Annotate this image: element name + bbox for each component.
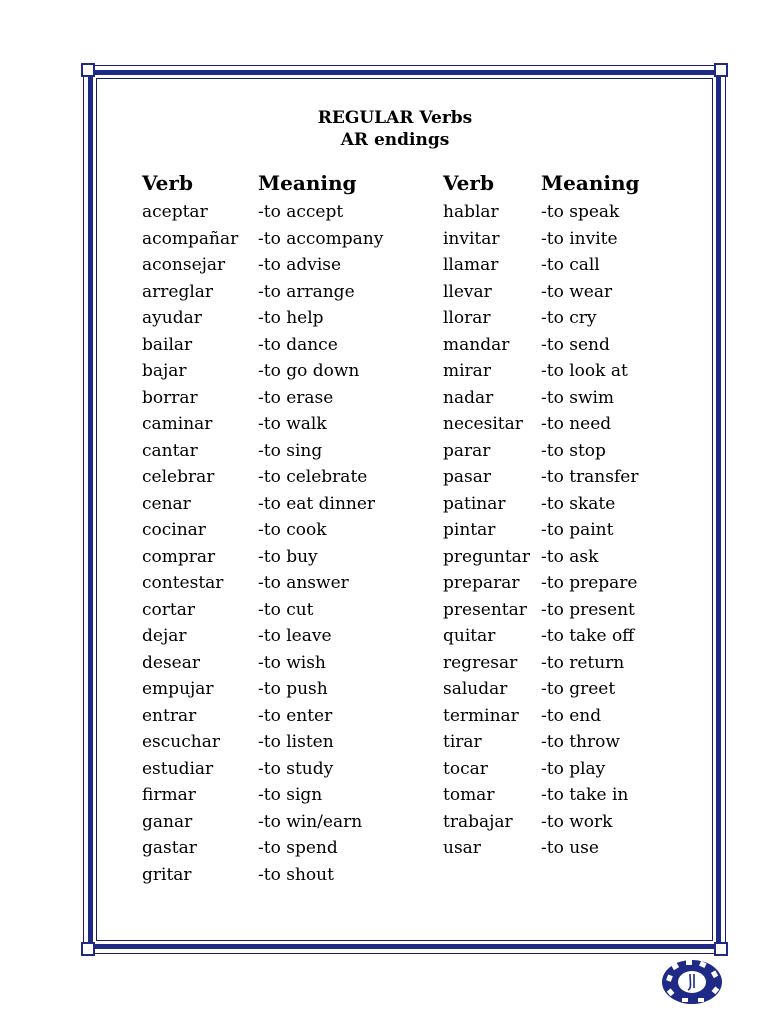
meaning-item: -to wear	[541, 281, 613, 302]
meaning-item: -to ask	[541, 546, 599, 567]
meaning-item: -to need	[541, 414, 612, 434]
left-meaning-list	[258, 199, 383, 888]
meaning-item: -to end	[541, 705, 602, 726]
school-emblem-icon	[660, 958, 724, 1006]
verb-item: tirar	[443, 732, 482, 752]
meaning-item: -to push	[258, 679, 328, 699]
page-subtitle: AR endings	[340, 130, 450, 150]
verb-item: contestar	[142, 573, 224, 593]
left-meaning-header: Meaning	[258, 171, 357, 195]
verb-item: cenar	[142, 493, 191, 514]
border-corner-bottom-right	[714, 942, 728, 956]
meaning-item: -to paint	[541, 520, 614, 540]
meaning-item: -to wish	[258, 652, 326, 673]
border-corner-bottom-left	[81, 942, 95, 956]
verb-item: tomar	[443, 785, 495, 805]
meaning-item: -to use	[541, 838, 599, 858]
verb-item: bajar	[142, 361, 187, 381]
verb-item: firmar	[142, 785, 196, 805]
meaning-item: -to enter	[258, 705, 333, 726]
meaning-item: -to work	[541, 811, 613, 832]
meaning-item: -to listen	[258, 732, 334, 752]
verb-item: desear	[142, 652, 200, 673]
meaning-item: -to speak	[541, 202, 620, 222]
meaning-item: -to advise	[258, 255, 342, 275]
meaning-item: -to buy	[258, 546, 318, 567]
meaning-item: -to celebrate	[258, 467, 368, 487]
meaning-item: -to shout	[258, 864, 334, 885]
meaning-item: -to greet	[541, 679, 616, 699]
meaning-item: -to return	[541, 652, 625, 673]
meaning-item: -to invite	[541, 228, 618, 249]
verb-item: hablar	[443, 202, 499, 222]
right-verb-header: Verb	[443, 171, 494, 195]
meaning-item: -to eat dinner	[258, 493, 376, 514]
verb-item: cortar	[142, 599, 195, 620]
meaning-item: -to study	[258, 758, 334, 779]
meaning-item: -to take off	[541, 626, 635, 646]
meaning-item: -to cook	[258, 520, 327, 540]
meaning-item: -to walk	[258, 414, 327, 434]
border-corner-top-right	[714, 63, 728, 77]
verb-item: dejar	[142, 626, 187, 646]
verb-item: llorar	[443, 308, 491, 328]
meaning-item: -to swim	[541, 387, 615, 408]
verb-item: acompañar	[142, 228, 239, 249]
meaning-item: -to cut	[258, 599, 314, 620]
right-meaning-header: Meaning	[541, 171, 640, 195]
verb-item: regresar	[443, 652, 518, 673]
right-meaning-list	[541, 199, 638, 862]
meaning-item: -to look at	[541, 361, 628, 381]
verb-item: llamar	[443, 255, 499, 275]
meaning-item: -to go down	[258, 361, 360, 381]
page-title: REGULAR Verbs	[317, 108, 473, 128]
verb-item: necesitar	[443, 414, 523, 434]
meaning-item: -to stop	[541, 440, 606, 461]
meaning-item: -to skate	[541, 493, 616, 514]
verb-item: ganar	[142, 811, 193, 832]
left-verb-list	[142, 199, 238, 888]
meaning-item: -to transfer	[541, 467, 639, 487]
meaning-item: -to present	[541, 599, 635, 620]
meaning-item: -to sign	[258, 785, 323, 805]
verb-item: patinar	[443, 493, 506, 514]
verb-item: ayudar	[142, 308, 202, 328]
verb-item: mandar	[443, 334, 510, 355]
meaning-item: -to dance	[258, 334, 338, 355]
verb-item: gritar	[142, 864, 192, 885]
verb-item: estudiar	[142, 758, 214, 779]
meaning-item: -to arrange	[258, 281, 355, 302]
meaning-item: -to send	[541, 334, 610, 355]
verb-item: preparar	[443, 573, 520, 593]
verb-item: arreglar	[142, 281, 214, 302]
meaning-item: -to help	[258, 308, 324, 328]
meaning-item: -to erase	[258, 387, 334, 408]
meaning-item: -to prepare	[541, 573, 638, 593]
verb-item: empujar	[142, 679, 214, 699]
verb-item: llevar	[443, 281, 492, 302]
verb-item: entrar	[142, 705, 197, 726]
verb-item: invitar	[443, 228, 500, 249]
verb-item: pintar	[443, 520, 496, 540]
meaning-item: -to play	[541, 758, 606, 779]
verb-item: trabajar	[443, 811, 513, 832]
meaning-item: -to throw	[541, 732, 620, 752]
verb-item: quitar	[443, 626, 496, 646]
verb-item: usar	[443, 838, 481, 858]
verb-item: gastar	[142, 838, 197, 858]
left-verb-header: Verb	[142, 171, 193, 195]
verb-item: pasar	[443, 467, 492, 487]
verb-item: presentar	[443, 599, 527, 620]
verb-item: terminar	[443, 705, 519, 726]
verb-item: aconsejar	[142, 255, 226, 275]
verb-item: borrar	[142, 387, 198, 408]
meaning-item: -to call	[541, 255, 600, 275]
verb-item: tocar	[443, 758, 488, 779]
meaning-item: -to accompany	[258, 228, 384, 249]
meaning-item: -to cry	[541, 308, 597, 328]
meaning-item: -to win/earn	[258, 811, 363, 832]
verb-item: comprar	[142, 546, 216, 567]
verb-item: escuchar	[142, 732, 220, 752]
verb-item: parar	[443, 440, 491, 461]
verb-item: nadar	[443, 387, 494, 408]
right-verb-list	[443, 199, 530, 862]
verb-item: caminar	[142, 414, 213, 434]
verb-item: aceptar	[142, 202, 208, 222]
verb-item: bailar	[142, 334, 193, 355]
meaning-item: -to accept	[258, 202, 344, 222]
verb-item: mirar	[443, 361, 491, 381]
meaning-item: -to spend	[258, 838, 338, 858]
meaning-item: -to answer	[258, 573, 349, 593]
verb-item: cocinar	[142, 520, 206, 540]
verb-item: celebrar	[142, 467, 215, 487]
meaning-item: -to take in	[541, 785, 629, 805]
meaning-item: -to leave	[258, 626, 332, 646]
border-corner-top-left	[81, 63, 95, 77]
verb-item: saludar	[443, 679, 508, 699]
verb-item: preguntar	[443, 546, 530, 567]
verb-item: cantar	[142, 440, 198, 461]
meaning-item: -to sing	[258, 440, 323, 461]
